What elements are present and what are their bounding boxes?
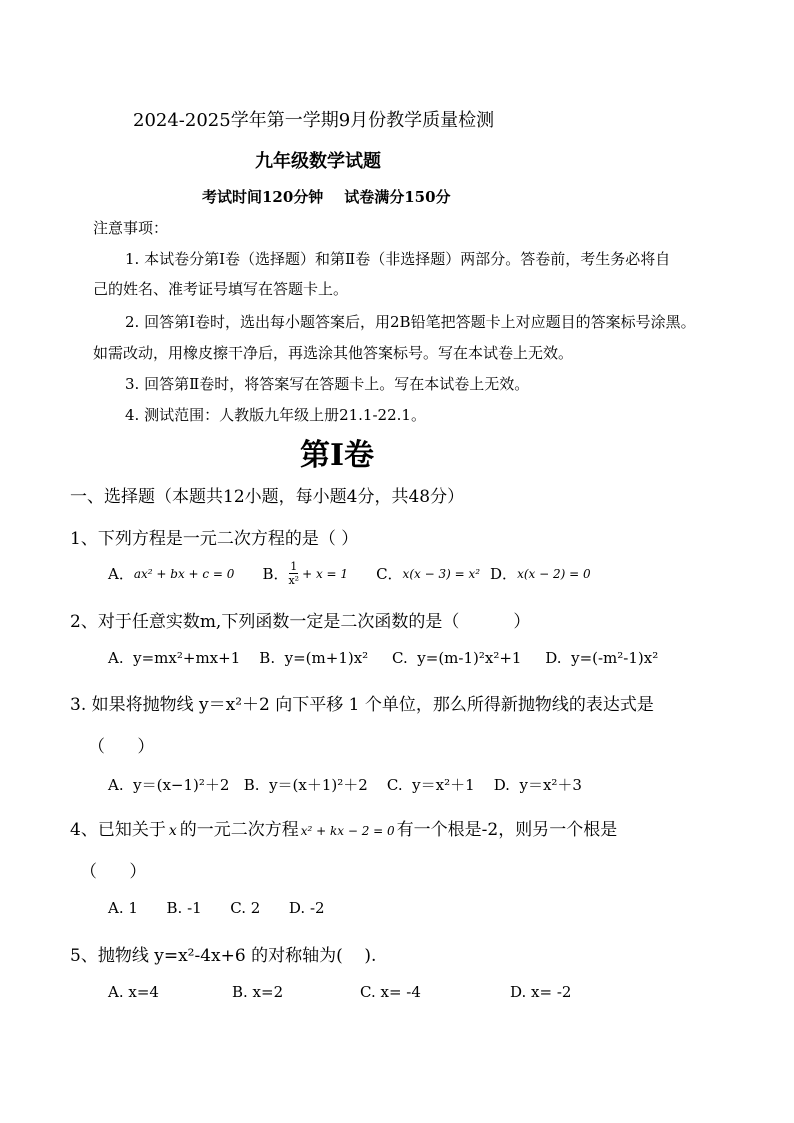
notice-item-2-line-1: 2. 回答第Ⅰ卷时，选出每小题答案后，用2B铅笔把答题卡上对应题目的答案标号涂黑。 xyxy=(125,313,696,331)
q1-option-c-label: C． xyxy=(376,565,403,583)
question-3-options: A. y＝(x−1)²＋2 B. y＝(x＋1)²＋2 C. y＝x²＋1 D. y＝x²＋3 xyxy=(108,776,582,794)
q1-option-a-math: ax² + bx + c = 0 xyxy=(133,566,235,581)
notice-item-1-line-2: 己的姓名、准考证号填写在答题卡上。 xyxy=(93,280,349,298)
section-title: 第Ⅰ卷 xyxy=(300,438,375,473)
question-5-stem: 5、抛物线 y=x²-4x+6 的对称轴为( ). xyxy=(70,946,377,966)
part1-heading: 一、选择题（本题共12小题，每小题4分，共48分） xyxy=(70,487,465,507)
q1-option-b-numerator: 1 xyxy=(290,560,298,573)
q1-option-b-fraction xyxy=(288,560,299,587)
notice-heading: 注意事项： xyxy=(93,219,169,237)
q1-option-c-math: x(x − 3) = x² xyxy=(402,566,481,581)
q4-stem-a: 4、已知关于 xyxy=(70,820,166,840)
question-2-options: A. y=mx²+mx+1 B. y=(m+1)x² C. y=(m-1)²x²+1 D. y=(-m²-1)x² xyxy=(108,649,659,667)
grade-title: 九年级数学试题 xyxy=(255,151,381,172)
q1-option-b-rest: + x = 1 xyxy=(302,566,349,581)
q4-variable: x xyxy=(168,823,177,839)
notice-item-4: 4. 测试范围：人教版九年级上册21.1-22.1。 xyxy=(125,406,426,424)
question-3-stem: 3. 如果将抛物线 y＝x²＋2 向下平移 1 个单位，那么所得新抛物线的表达式是 xyxy=(70,695,654,715)
q1-option-b-denominator: x² xyxy=(288,574,300,587)
q4-equation: x² + kx − 2 = 0 xyxy=(300,824,395,838)
q5-option-c: C. x= -4 xyxy=(360,983,421,1001)
q1-option-a-label: A． xyxy=(108,565,134,583)
q4-stem-b: 的一元二次方程 xyxy=(179,820,299,840)
notice-item-2-line-2: 如需改动，用橡皮擦干净后，再选涂其他答案标号。写在本试卷上无效。 xyxy=(93,344,574,362)
question-1-options xyxy=(108,560,591,587)
question-4-stem xyxy=(70,815,617,840)
q1-option-d-label: D． xyxy=(490,565,518,583)
question-1-stem: 1、下列方程是一元二次方程的是（ ） xyxy=(70,529,359,549)
question-4-options: A. 1 B. -1 C. 2 D. -2 xyxy=(108,899,325,917)
q5-option-b: B. x=2 xyxy=(232,983,284,1001)
q5-option-a: A. x=4 xyxy=(108,983,159,1001)
question-2-stem: 2、对于任意实数m,下列函数一定是二次函数的是（ ） xyxy=(70,612,531,632)
q4-stem-c: 有一个根是-2，则另一个根是 xyxy=(396,820,618,840)
q1-option-d-math: x(x − 2) = 0 xyxy=(517,566,591,581)
question-4-paren: （ ） xyxy=(80,862,147,882)
notice-item-1-line-1: 1. 本试卷分第Ⅰ卷（选择题）和第Ⅱ卷（非选择题）两部分。答卷前，考生务必将自 xyxy=(125,250,671,268)
q5-option-d: D. x= -2 xyxy=(510,983,572,1001)
exam-title: 2024-2025学年第一学期9月份教学质量检测 xyxy=(133,110,495,131)
notice-item-3: 3. 回答第Ⅱ卷时，将答案写在答题卡上。写在本试卷上无效。 xyxy=(125,375,530,393)
question-3-paren: （ ） xyxy=(88,737,155,757)
q1-option-b-label: B． xyxy=(262,565,289,583)
time-info: 考试时间120分钟 试卷满分150分 xyxy=(202,188,451,206)
